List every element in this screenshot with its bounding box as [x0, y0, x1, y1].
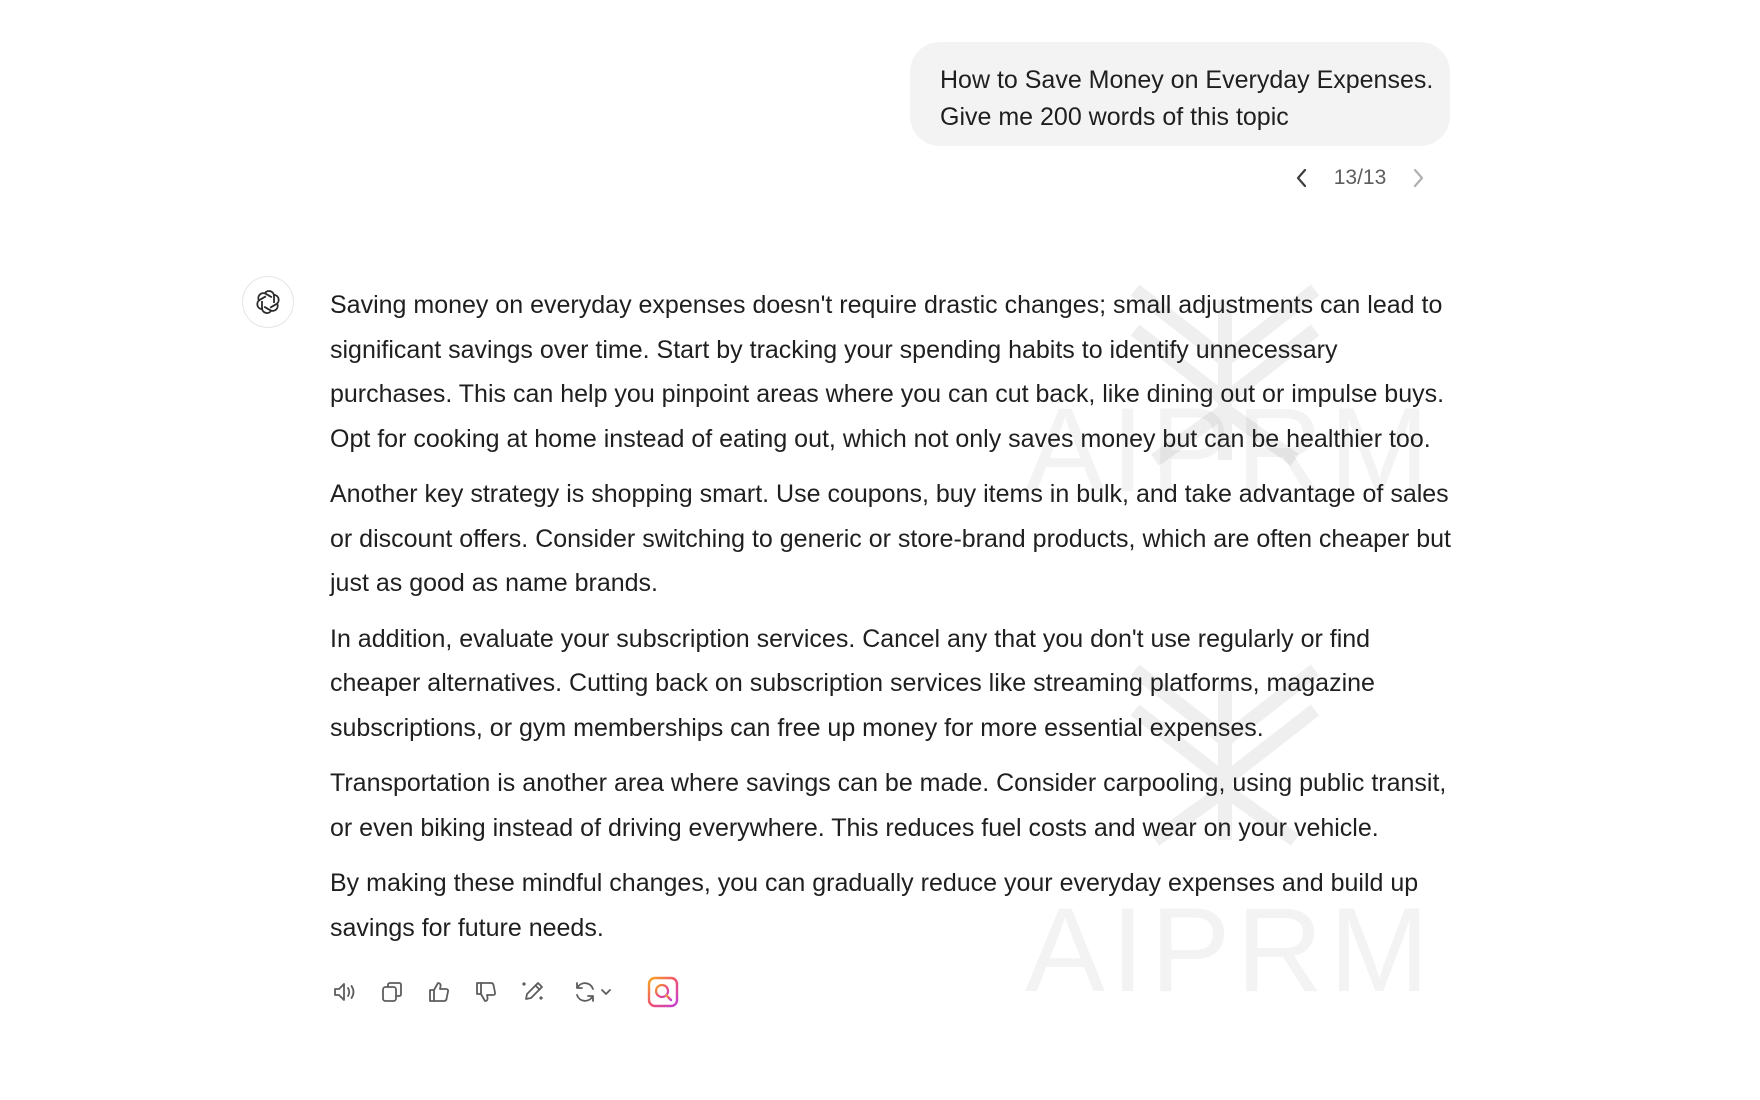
chevron-right-icon [1411, 167, 1425, 189]
good-response-button[interactable] [422, 975, 456, 1009]
thumbs-down-icon [472, 978, 500, 1006]
response-paragraph: Saving money on everyday expenses doesn't require drastic changes; small adjustments can lead to significant savings over time. Start by tracking your spending habits to identify unnecessary purchases. This can help you pinpoint areas where you can cut back, like dining out or impulse buys. Opt for cooking at home instead of eating out, which not only saves money but can be healthier too. [330, 291, 1445, 453]
chevron-down-icon [599, 985, 613, 999]
assistant-avatar [242, 276, 294, 328]
thumbs-up-icon [425, 978, 453, 1006]
response-paragraph: By making these mindful changes, you can gradually reduce your everyday expenses and build up savings for future needs. [330, 869, 1419, 942]
copy-icon [378, 978, 406, 1006]
chevron-left-icon [1295, 167, 1309, 189]
regenerate-button[interactable] [563, 975, 621, 1009]
response-counter: 13/13 [1333, 166, 1387, 189]
bad-response-button[interactable] [469, 975, 503, 1009]
response-pager [1290, 160, 1430, 196]
response-action-bar [328, 972, 680, 1012]
read-aloud-button[interactable] [328, 975, 362, 1009]
read-aloud-icon [331, 978, 359, 1006]
previous-response-button[interactable] [1290, 163, 1314, 193]
response-paragraph: In addition, evaluate your subscription services. Cancel any that you don't use regularly or find cheaper alternatives. Cutting back on subscription services like streaming platforms, magazine subscriptions, or gym memberships can free up money for more essential expenses. [330, 624, 1375, 742]
edit-icon [519, 978, 547, 1006]
aiprm-button[interactable] [646, 975, 680, 1009]
assistant-response [330, 283, 1460, 961]
user-message-line: Give me 200 words of this topic [940, 103, 1289, 131]
response-paragraph: Transportation is another area where savings can be made. Consider carpooling, using public transit, or even biking instead of driving everywhere. This reduces fuel costs and wear on your vehicle. [330, 769, 1447, 842]
edit-in-canvas-button[interactable] [516, 975, 550, 1009]
user-message-line: How to Save Money on Everyday Expenses. [940, 66, 1434, 94]
aiprm-icon [646, 975, 680, 1009]
copy-button[interactable] [375, 975, 409, 1009]
openai-logo-icon [254, 288, 282, 316]
user-message-bubble [910, 42, 1450, 146]
next-response-button[interactable] [1406, 163, 1430, 193]
regenerate-icon [571, 978, 599, 1006]
response-paragraph: Another key strategy is shopping smart. Use coupons, buy items in bulk, and take advantage of sales or discount offers. Consider switching to generic or store-brand products, which are often cheaper but just as good as name brands. [330, 480, 1451, 597]
